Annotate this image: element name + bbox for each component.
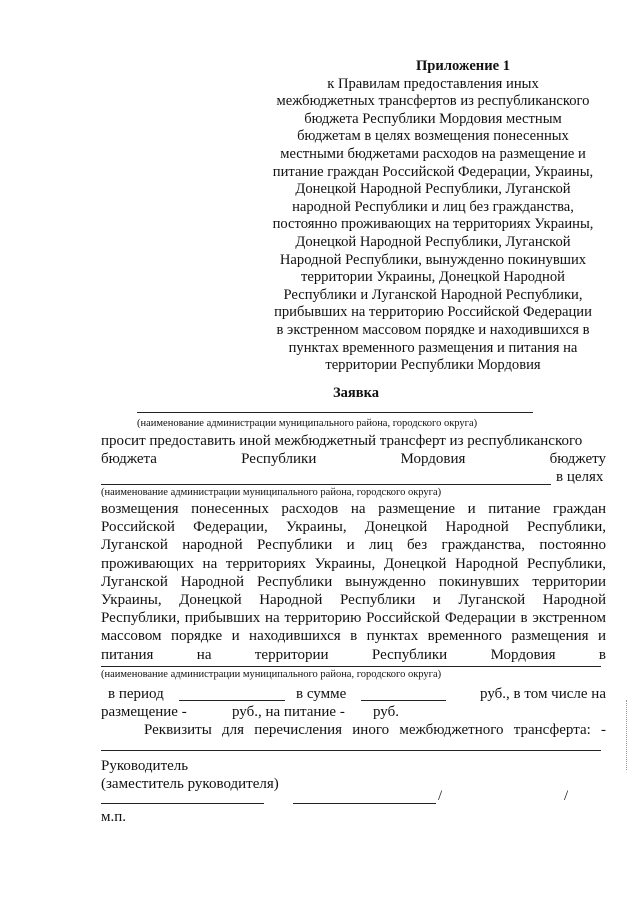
requisites-text: Реквизиты для перечисления иного межбюджетного трансферта: - [144, 722, 606, 738]
budget-word: Республики [241, 451, 317, 467]
purpose-line: Луганской народной Республики и лиц без гражданства, постоянно [101, 537, 606, 554]
appendix-line: Донецкой Народной Республики, Луганской [295, 233, 571, 250]
requisites-field[interactable] [101, 750, 601, 751]
appendix-line: прибывших на территорию Российской Федерации [274, 304, 592, 321]
admin-name-field-2[interactable] [101, 484, 551, 485]
purpose-word: питания [101, 647, 154, 663]
appendix-line: Народной Республики, вынужденно покинувших [279, 251, 587, 268]
purpose-line: Луганской Народной Республики вынужденно покинувших территории [101, 573, 606, 590]
purpose-line: возмещения понесенных расходов на размещение и питание граждан [101, 501, 606, 517]
appendix-line: в экстренном массовом порядке и находившихся в [276, 321, 590, 338]
budget-line [101, 450, 606, 468]
period-label: в период [108, 686, 164, 702]
appendix-line: бюджета Республики Мордовия местным [304, 110, 562, 127]
purpose-word: Республики [371, 647, 448, 663]
purpose-word: на [196, 647, 212, 663]
requisites-line [144, 721, 606, 739]
appendix-line: межбюджетных трансфертов из республиканского [276, 93, 590, 110]
appendix-line: территории Республики Мордовия [325, 357, 541, 374]
appendix-line: бюджетам в целях возмещения понесенных [297, 128, 569, 145]
admin-name-field-1[interactable] [137, 412, 533, 413]
admin-name-caption-3: (наименование администрации муниципального района, городского округа) [101, 669, 442, 680]
admin-name-caption-2: (наименование администрации муниципального района, городского округа) [101, 487, 442, 498]
purpose-word: территории [254, 647, 329, 663]
budget-word: Мордовия [400, 451, 466, 467]
sum-field[interactable] [361, 700, 446, 701]
appendix-line: территории Украины, Донецкой Народной [301, 269, 565, 286]
appendix-number: Приложение 1 [415, 58, 511, 74]
deputy-label: (заместитель руководителя) [101, 776, 279, 792]
purpose-line: Республики, прибывших на территорию Российской Федерации в экстренном [101, 610, 606, 627]
appendix-line: народной Республики и лиц без гражданства, [292, 198, 574, 215]
appendix-header [258, 58, 608, 375]
appendix-line: к Правилам предоставления иных [327, 75, 539, 92]
appendix-line: постоянно проживающих на территориях Украины, [272, 216, 594, 233]
budget-word: бюджета [101, 451, 157, 467]
rub-incl-label [453, 685, 606, 703]
purpose-line: массовом порядке и находившихся в пунктах временного размещения и [101, 628, 606, 645]
food-label: руб., на питание - [232, 704, 345, 720]
seal-label: м.п. [101, 809, 127, 825]
appendix-line: Донецкой Народной Республики, Луганской [295, 181, 571, 198]
admin-name-field-3[interactable] [101, 666, 601, 667]
form-title: Заявка [333, 385, 379, 401]
appendix-line: Республики и Луганской Народной Республики, [283, 286, 583, 303]
purpose-word: в [598, 647, 606, 663]
in-order-label: в целях [556, 469, 604, 485]
appendix-line: пунктах временного размещения и питания на [288, 339, 578, 356]
budget-word: бюджету [549, 451, 606, 467]
period-field[interactable] [179, 700, 285, 701]
sum-label: в сумме [296, 686, 347, 702]
accommodation-label: размещение - [101, 704, 187, 720]
appendix-line: местными бюджетами расходов на размещение и [280, 145, 586, 162]
rub-incl-text: руб., в том числе на [480, 686, 606, 702]
name-field[interactable] [293, 803, 436, 804]
purpose-line: Российской Федерации, Украины, Донецкой Народной Республики, [101, 519, 606, 536]
purpose-line: Украины, Донецкой Народной Республики и Луганской Народной [101, 592, 606, 609]
purpose-paragraph [101, 500, 606, 646]
request-line: просит предоставить иной межбюджетный трансферт из республиканского [101, 433, 583, 449]
appendix-line: питание граждан Российской Федерации, Украины, [272, 163, 594, 180]
slash-1: / [438, 788, 443, 804]
rub-end-label: руб. [373, 704, 399, 720]
purpose-line: проживающих на территориях Украины, Донецкой Народной Республики, [101, 555, 606, 572]
purpose-last-line [101, 646, 606, 664]
purpose-word: Мордовия [490, 647, 556, 663]
slash-2: / [564, 788, 569, 804]
head-label: Руководитель [101, 758, 189, 774]
scan-margin-marks [626, 700, 629, 770]
admin-name-caption-1: (наименование администрации муниципального района, городского округа) [137, 418, 478, 429]
signature-field[interactable] [101, 803, 264, 804]
